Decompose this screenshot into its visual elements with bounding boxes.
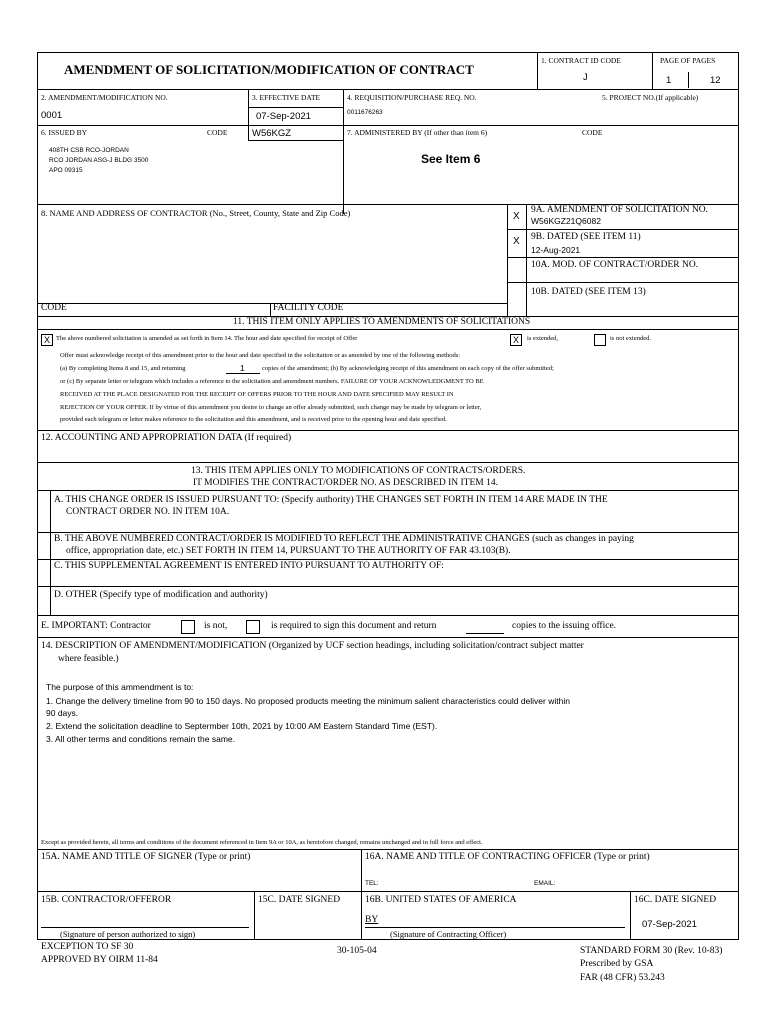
check-9a[interactable]: X xyxy=(513,211,520,222)
issued-by-label: 6. ISSUED BY xyxy=(41,128,88,137)
amendment-no: 0001 xyxy=(41,110,63,121)
tel-label: TEL: xyxy=(365,880,379,887)
item13-a-line-1: A. THIS CHANGE ORDER IS ISSUED PURSUANT TO: (Specify authority) THE CHANGES SET FORTH IN ITEM 14 ARE MADE IN THE xyxy=(54,495,608,505)
check-extended[interactable]: X xyxy=(510,334,522,346)
label-16b: 16B. UNITED STATES OF AMERICA xyxy=(365,895,517,905)
item11-line-6: provided each telegram or letter makes reference to the solicitation and this amendment, and is received prior to the opening hour and date specified. xyxy=(60,416,447,423)
item13-b-line-1: B. THE ABOVE NUMBERED CONTRACT/ORDER IS MODIFIED TO REFLECT THE ADMINISTRATIVE CHANGES (such as changes in paying xyxy=(54,534,634,544)
item14-body-5: 3. All other terms and conditions remain the same. xyxy=(46,734,235,744)
check-amended[interactable]: X xyxy=(41,334,53,346)
item11-copies: 1 xyxy=(240,363,245,373)
email-label: EMAIL: xyxy=(534,880,556,887)
amendment-no-label: 2. AMENDMENT/MODIFICATION NO. xyxy=(41,93,168,102)
item13-d-line: D. OTHER (Specify type of modification and authority) xyxy=(54,590,268,600)
item12-label: 12. ACCOUNTING AND APPROPRIATION DATA (If required) xyxy=(41,433,292,443)
label-9b: 9B. DATED (SEE ITEM 11) xyxy=(531,232,641,242)
issued-by-code: W56KGZ xyxy=(252,128,292,139)
item14-body-1: The purpose of this ammendment is to: xyxy=(46,682,194,692)
label-15b: 15B. CONTRACTOR/OFFEROR xyxy=(41,895,172,905)
footer-left-2: APPROVED BY OIRM 11-84 xyxy=(41,955,158,965)
contractor-label: 8. NAME AND ADDRESS OF CONTRACTOR (No., Street, County, State and Zip Code) xyxy=(41,208,351,218)
form-title: AMENDMENT OF SOLICITATION/MODIFICATION OF CONTRACT xyxy=(64,62,474,77)
important-copies: copies to the issuing office. xyxy=(512,621,617,631)
amended-text: The above numbered solicitation is amended as set forth in Item 14. The hour and date specified for receipt of Offer xyxy=(56,335,358,342)
item14-body-4: 2. Extend the solicitation deadline to Septermber 10th, 2021 by 10:00 AM Eastern Standard Time (EST). xyxy=(46,721,438,731)
item13-c-line: C. THIS SUPPLEMENTAL AGREEMENT IS ENTERED INTO PURSUANT TO AUTHORITY OF: xyxy=(54,561,444,571)
administered-by-value: See Item 6 xyxy=(421,152,481,166)
label-9a: 9A. AMENDMENT OF SOLICITATION NO. xyxy=(531,205,708,215)
page-number: 1 xyxy=(666,75,672,86)
contractor-signature-line[interactable] xyxy=(41,927,249,928)
label-10a: 10A. MOD. OF CONTRACT/ORDER NO. xyxy=(531,260,699,270)
check-9b[interactable]: X xyxy=(513,236,520,247)
item13-heading-1: 13. THIS ITEM APPLIES ONLY TO MODIFICATIONS OF CONTRACTS/ORDERS. xyxy=(191,466,526,476)
contract-id-code: J xyxy=(583,72,588,83)
item13-heading-2: IT MODIFIES THE CONTRACT/ORDER NO. AS DESCRIBED IN ITEM 14. xyxy=(193,478,498,488)
page-total: 12 xyxy=(710,75,721,86)
administered-by-label: 7. ADMINISTERED BY (If other than item 6) xyxy=(347,128,488,137)
item14-body-2: 1. Change the delivery timeline from 90 to 150 days. No proposed products meeting the minimum salient characteristics could deliver within xyxy=(46,696,570,706)
label-15a: 15A. NAME AND TITLE OF SIGNER (Type or print) xyxy=(41,852,251,862)
issued-by-code-label: CODE xyxy=(207,128,228,137)
is-extended: is extended, xyxy=(527,335,559,342)
req-no-label: 4. REQUISITION/PURCHASE REQ. NO. xyxy=(347,93,477,102)
item14-footnote: Except as provided herein, all terms and conditions of the document referenced in Item 9A or 10A, as heretofore changed, remains unchanged and in full force and effect. xyxy=(41,839,483,846)
issuer-line-2: RCO JORDAN ASG-J BLDG 3500 xyxy=(49,157,149,164)
footer-left-1: EXCEPTION TO SF 30 xyxy=(41,942,134,952)
check-not-extended[interactable] xyxy=(594,334,606,346)
item14-label-1: 14. DESCRIPTION OF AMENDMENT/MODIFICATION (Organized by UCF section headings, including solicitation/contract subject matter xyxy=(41,641,584,651)
label-10b: 10B. DATED (SEE ITEM 13) xyxy=(531,287,646,297)
sig-officer-caption: (Signature of Contracting Officer) xyxy=(390,929,507,939)
is-not-extended: is not extended. xyxy=(610,335,651,342)
sig-person-caption: (Signature of person authorized to sign) xyxy=(60,929,196,939)
value-9b: 12-Aug-2021 xyxy=(531,245,581,255)
footer-right-2: Prescribed by GSA xyxy=(580,959,654,969)
by-label: BY xyxy=(365,915,379,925)
label-16a: 16A. NAME AND TITLE OF CONTRACTING OFFICER (Type or print) xyxy=(365,852,650,862)
important-is-not: is not, xyxy=(204,621,228,631)
req-no: 0011676263 xyxy=(347,109,383,116)
item11-line-1: Offer must acknowledge receipt of this amendment prior to the hour and date specified in the solicitation or as amended by one of the following methods: xyxy=(60,352,461,359)
effective-date: 07-Sep-2021 xyxy=(256,111,311,122)
item11-line-2a: (a) By completing Items 8 and 15, and returning xyxy=(60,365,186,372)
item11-heading: 11. THIS ITEM ONLY APPLIES TO AMENDMENTS OF SOLICITATIONS xyxy=(233,317,531,327)
item11-line-4: RECEIVED AT THE PLACE DESIGNATED FOR THE RECEIPT OF OFFERS PRIOR TO THE HOUR AND DATE SPECIFIED MAY RESULT IN xyxy=(60,391,454,398)
effective-date-label: 3. EFFECTIVE DATE xyxy=(252,93,321,102)
label-15c: 15C. DATE SIGNED xyxy=(258,895,341,905)
item11-line-5: REJECTION OF YOUR OFFER. If by virtue of this amendment you desire to change an offer already submitted, such change may be made by telegram or letter, xyxy=(60,404,482,411)
footer-right-3: FAR (48 CFR) 53.243 xyxy=(580,973,665,983)
item14-body-3: 90 days. xyxy=(46,708,79,718)
code-label: CODE xyxy=(41,303,67,313)
item11-line-2b: copies of the amendment; (b) By acknowledging receipt of this amendment on each copy of the offer submitted; xyxy=(262,365,554,372)
issuer-line-1: 408TH CSB RCO-JORDAN xyxy=(49,147,129,154)
administered-by-code-label: CODE xyxy=(582,128,603,137)
officer-signature-line[interactable] xyxy=(365,927,625,928)
important-is-required: is required to sign this document and return xyxy=(271,621,437,631)
date-16c: 07-Sep-2021 xyxy=(642,919,697,930)
page-of-pages-label: PAGE OF PAGES xyxy=(660,56,716,65)
item13-a-line-2: CONTRACT ORDER NO. IN ITEM 10A. xyxy=(66,507,230,517)
check-contractor-is-not[interactable] xyxy=(181,620,195,634)
issuer-line-3: APO 09315 xyxy=(49,167,83,174)
contract-id-code-label: 1. CONTRACT ID CODE xyxy=(541,56,621,65)
project-no-label: 5. PROJECT NO.(If applicable) xyxy=(602,93,699,102)
item13-b-line-2: office, appropriation date, etc.) SET FORTH IN ITEM 14, PURSUANT TO THE AUTHORITY OF FAR 43.103(B). xyxy=(66,546,511,556)
important-label: E. IMPORTANT: Contractor xyxy=(41,621,151,631)
item14-label-2: where feasible.) xyxy=(58,654,119,664)
item11-line-3: or (c) By separate letter or telegram which includes a reference to the solicitation and amendment numbers. FAILURE OF YOUR ACKNOWLEDGMENT TO BE xyxy=(60,378,484,385)
facility-code-label: FACILITY CODE xyxy=(273,303,344,313)
footer-right-1: STANDARD FORM 30 (Rev. 10-83) xyxy=(580,946,723,956)
value-9a: W56KGZ21Q6082 xyxy=(531,216,601,226)
check-contractor-is-required[interactable] xyxy=(246,620,260,634)
label-16c: 16C. DATE SIGNED xyxy=(634,895,717,905)
footer-center: 30-105-04 xyxy=(337,946,377,956)
